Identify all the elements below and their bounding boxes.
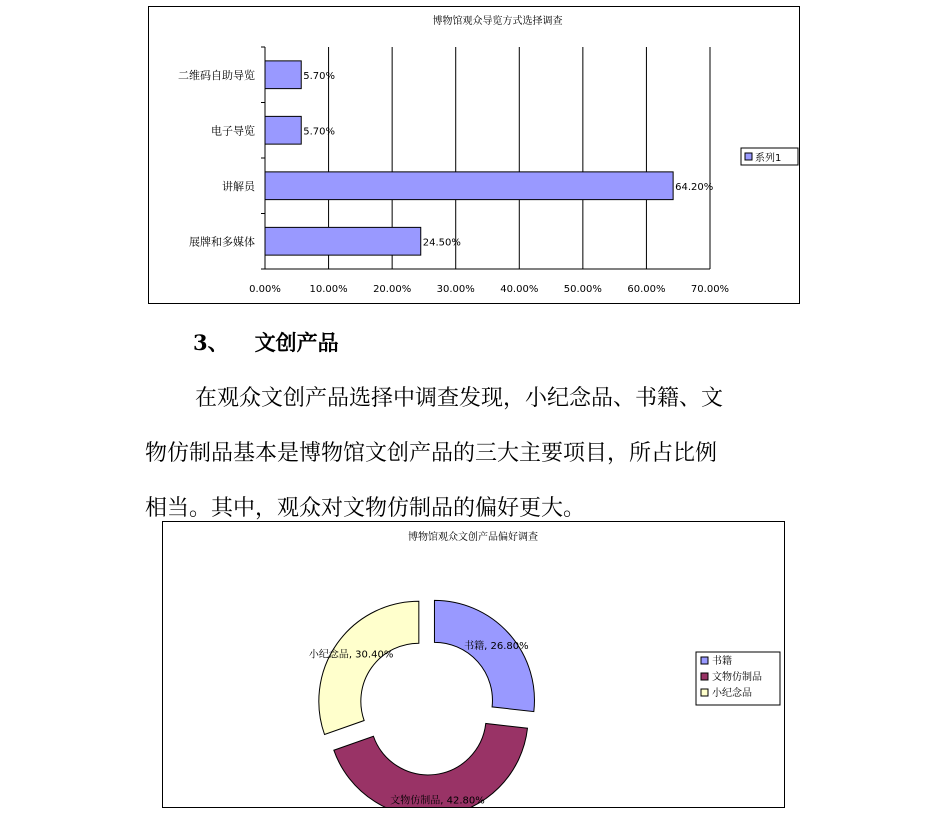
chart-title: 博物馆观众文创产品偏好调查 [408, 532, 538, 543]
data-label: 5.70% [303, 70, 336, 82]
guide-method-bar-chart [148, 6, 800, 304]
section-number: 3、 [193, 330, 229, 355]
legend-label: 书籍 [712, 656, 732, 667]
doughnut-slice [434, 600, 534, 711]
y-category-label: 展牌和多媒体 [189, 235, 255, 249]
x-tick-label: 10.00% [309, 284, 348, 295]
x-tick-label: 40.00% [500, 284, 539, 295]
legend-label: 文物仿制品 [712, 672, 762, 683]
x-tick-label: 50.00% [563, 284, 602, 295]
doughnut-slice [319, 601, 419, 734]
section-heading [193, 327, 339, 357]
legend-label: 系列1 [755, 153, 782, 164]
legend-label: 小纪念品 [712, 688, 752, 699]
x-tick-label: 20.00% [373, 284, 412, 295]
slice-label: 文物仿制品, 42.80% [390, 795, 485, 807]
legend [741, 148, 798, 165]
x-tick-label: 70.00% [690, 284, 730, 295]
doughnut-chart-svg [163, 522, 784, 807]
body-paragraph [145, 371, 805, 536]
previous-text-fragment [148, 0, 498, 5]
data-label: 24.50% [422, 237, 461, 249]
legend-swatch [745, 153, 752, 160]
bar [265, 61, 301, 89]
data-label: 5.70% [303, 126, 336, 138]
data-label: 64.20% [675, 181, 714, 193]
bar [265, 172, 673, 200]
slice-label: 小纪念品, 30.40% [308, 649, 394, 661]
section-title: 文创产品 [254, 330, 339, 355]
y-category-label: 电子导览 [211, 124, 255, 138]
x-tick-label: 30.00% [436, 284, 475, 295]
legend [696, 652, 780, 705]
bar [265, 227, 421, 255]
paragraph-line: 在观众文创产品选择中调查发现，小纪念品、书籍、文 [195, 386, 724, 411]
creative-product-doughnut-chart [162, 521, 785, 808]
paragraph-line: 相当。其中，观众对文物仿制品的偏好更大。 [145, 496, 586, 521]
slice-label: 书籍, 26.80% [464, 641, 529, 653]
y-category-label: 二维码自助导览 [178, 68, 255, 82]
legend-swatch [701, 657, 708, 664]
paragraph-line: 物仿制品基本是博物馆文创产品的三大主要项目，所占比例 [145, 441, 718, 466]
bar [265, 116, 301, 144]
x-tick-label: 0.00% [249, 284, 281, 295]
chart-title: 博物馆观众导览方式选择调查 [432, 16, 563, 27]
bar-chart-svg [149, 7, 799, 303]
legend-swatch [701, 689, 708, 696]
y-category-label: 讲解员 [222, 179, 255, 193]
x-tick-label: 60.00% [627, 284, 666, 295]
legend-swatch [701, 673, 708, 680]
